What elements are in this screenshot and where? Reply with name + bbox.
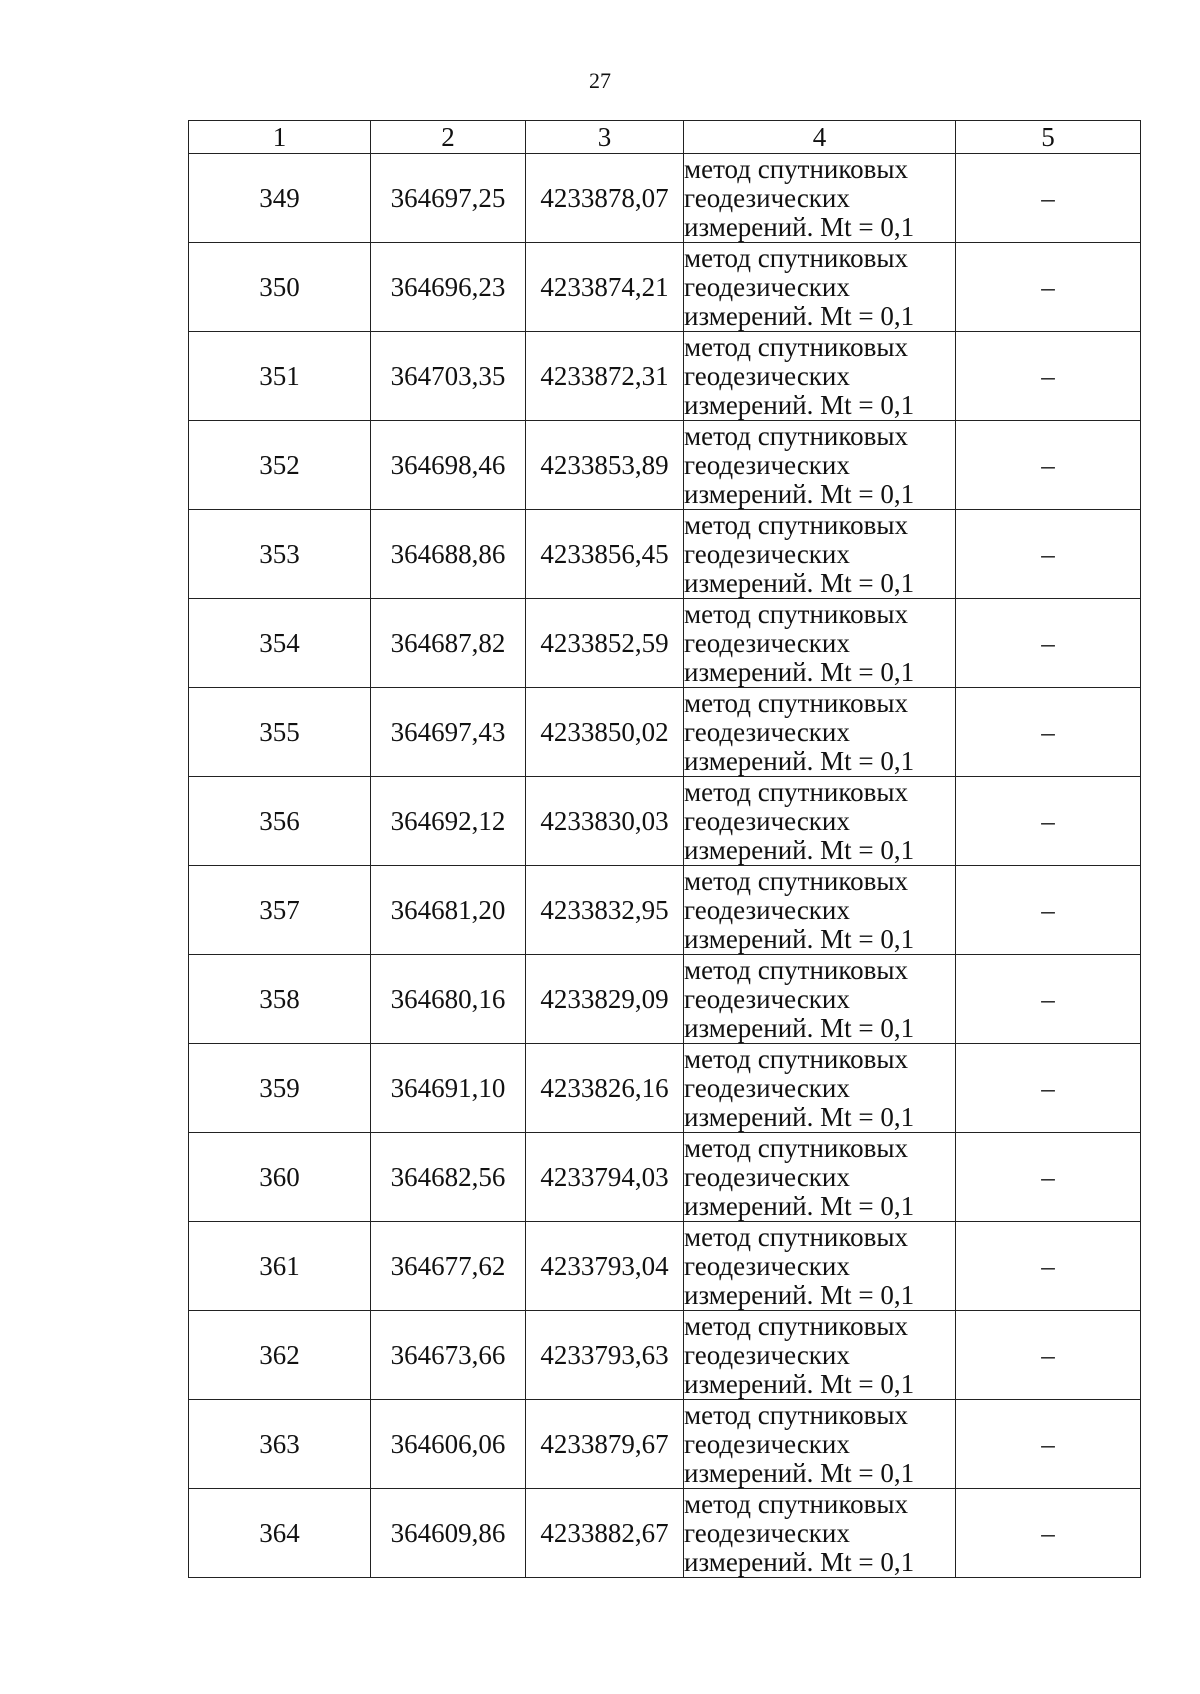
method-line: геодезических (684, 1072, 850, 1103)
method-line: геодезических (684, 983, 850, 1014)
method-line: геодезических (684, 182, 850, 213)
method-line: геодезических (684, 1517, 850, 1548)
column5-cell: – (956, 421, 1141, 510)
point-number-cell: 350 (189, 243, 371, 332)
y-coordinate-cell: 4233856,45 (526, 510, 684, 599)
method-line: метод спутниковых (684, 1310, 908, 1341)
method-line: измерений. Mt = 0,1 (684, 300, 915, 331)
method-line: метод спутниковых (684, 687, 908, 718)
column5-cell: – (956, 1133, 1141, 1222)
point-number-cell: 354 (189, 599, 371, 688)
point-number-cell: 360 (189, 1133, 371, 1222)
method-line: геодезических (684, 538, 850, 569)
method-line: измерений. Mt = 0,1 (684, 1279, 915, 1310)
x-coordinate-cell: 364681,20 (371, 866, 526, 955)
y-coordinate-cell: 4233872,31 (526, 332, 684, 421)
point-number-cell: 353 (189, 510, 371, 599)
x-coordinate-cell: 364680,16 (371, 955, 526, 1044)
table-row (189, 599, 1141, 688)
method-line: метод спутниковых (684, 1221, 908, 1252)
method-line: измерений. Mt = 0,1 (684, 1546, 915, 1577)
method-cell (684, 510, 956, 599)
method-line: измерений. Mt = 0,1 (684, 1190, 915, 1221)
table-row (189, 777, 1141, 866)
method-line: метод спутниковых (684, 1043, 908, 1074)
table-row (189, 332, 1141, 421)
column-header-3: 3 (526, 121, 684, 154)
method-line: геодезических (684, 271, 850, 302)
column5-cell: – (956, 955, 1141, 1044)
column5-cell: – (956, 154, 1141, 243)
x-coordinate-cell: 364696,23 (371, 243, 526, 332)
y-coordinate-cell: 4233874,21 (526, 243, 684, 332)
y-coordinate-cell: 4233832,95 (526, 866, 684, 955)
method-line: геодезических (684, 449, 850, 480)
method-line: геодезических (684, 1428, 850, 1459)
y-coordinate-cell: 4233878,07 (526, 154, 684, 243)
y-coordinate-cell: 4233794,03 (526, 1133, 684, 1222)
method-cell (684, 688, 956, 777)
method-cell (684, 332, 956, 421)
table-row (189, 1400, 1141, 1489)
method-line: геодезических (684, 360, 850, 391)
y-coordinate-cell: 4233793,63 (526, 1311, 684, 1400)
y-coordinate-cell: 4233852,59 (526, 599, 684, 688)
y-coordinate-cell: 4233793,04 (526, 1222, 684, 1311)
column5-cell: – (956, 510, 1141, 599)
table-row (189, 1044, 1141, 1133)
method-cell (684, 243, 956, 332)
column5-cell: – (956, 1222, 1141, 1311)
method-line: геодезических (684, 627, 850, 658)
point-number-cell: 357 (189, 866, 371, 955)
column5-cell: – (956, 332, 1141, 421)
column-header-5: 5 (956, 121, 1141, 154)
method-cell (684, 1044, 956, 1133)
method-line: метод спутниковых (684, 509, 908, 540)
point-number-cell: 349 (189, 154, 371, 243)
table-row (189, 688, 1141, 777)
method-line: геодезических (684, 1250, 850, 1281)
x-coordinate-cell: 364673,66 (371, 1311, 526, 1400)
y-coordinate-cell: 4233879,67 (526, 1400, 684, 1489)
column5-cell: – (956, 777, 1141, 866)
column-header-1: 1 (189, 121, 371, 154)
method-line: измерений. Mt = 0,1 (684, 745, 915, 776)
table-row (189, 955, 1141, 1044)
x-coordinate-cell: 364698,46 (371, 421, 526, 510)
table-row (189, 1133, 1141, 1222)
coordinates-table (188, 120, 1141, 1578)
column-header-4: 4 (684, 121, 956, 154)
column5-cell: – (956, 599, 1141, 688)
page-number: 27 (589, 68, 611, 93)
y-coordinate-cell: 4233830,03 (526, 777, 684, 866)
method-cell (684, 955, 956, 1044)
point-number-cell: 358 (189, 955, 371, 1044)
x-coordinate-cell: 364682,56 (371, 1133, 526, 1222)
method-line: геодезических (684, 894, 850, 925)
y-coordinate-cell: 4233850,02 (526, 688, 684, 777)
method-line: метод спутниковых (684, 242, 908, 273)
method-cell (684, 1400, 956, 1489)
method-line: метод спутниковых (684, 420, 908, 451)
x-coordinate-cell: 364677,62 (371, 1222, 526, 1311)
point-number-cell: 361 (189, 1222, 371, 1311)
method-line: геодезических (684, 805, 850, 836)
table-row (189, 510, 1141, 599)
method-cell (684, 154, 956, 243)
method-line: метод спутниковых (684, 954, 908, 985)
point-number-cell: 355 (189, 688, 371, 777)
method-line: измерений. Mt = 0,1 (684, 1457, 915, 1488)
method-line: измерений. Mt = 0,1 (684, 1012, 915, 1043)
method-line: метод спутниковых (684, 1488, 908, 1519)
y-coordinate-cell: 4233826,16 (526, 1044, 684, 1133)
table-row (189, 243, 1141, 332)
method-line: геодезических (684, 716, 850, 747)
column5-cell: – (956, 688, 1141, 777)
method-cell (684, 1133, 956, 1222)
point-number-cell: 352 (189, 421, 371, 510)
table-row (189, 866, 1141, 955)
y-coordinate-cell: 4233853,89 (526, 421, 684, 510)
method-line: геодезических (684, 1161, 850, 1192)
column5-cell: – (956, 1044, 1141, 1133)
method-cell (684, 1311, 956, 1400)
point-number-cell: 359 (189, 1044, 371, 1133)
method-line: измерений. Mt = 0,1 (684, 1101, 915, 1132)
point-number-cell: 363 (189, 1400, 371, 1489)
x-coordinate-cell: 364687,82 (371, 599, 526, 688)
method-line: метод спутниковых (684, 776, 908, 807)
method-line: метод спутниковых (684, 153, 908, 184)
method-line: геодезических (684, 1339, 850, 1370)
method-line: измерений. Mt = 0,1 (684, 1368, 915, 1399)
x-coordinate-cell: 364697,43 (371, 688, 526, 777)
x-coordinate-cell: 364691,10 (371, 1044, 526, 1133)
method-line: измерений. Mt = 0,1 (684, 567, 915, 598)
column5-cell: – (956, 243, 1141, 332)
x-coordinate-cell: 364606,06 (371, 1400, 526, 1489)
column5-cell: – (956, 1489, 1141, 1578)
y-coordinate-cell: 4233829,09 (526, 955, 684, 1044)
column5-cell: – (956, 1400, 1141, 1489)
method-line: измерений. Mt = 0,1 (684, 478, 915, 509)
point-number-cell: 356 (189, 777, 371, 866)
method-line: метод спутниковых (684, 1132, 908, 1163)
table-row (189, 1222, 1141, 1311)
method-cell (684, 599, 956, 688)
x-coordinate-cell: 364697,25 (371, 154, 526, 243)
table-row (189, 154, 1141, 243)
method-cell (684, 1489, 956, 1578)
method-line: метод спутниковых (684, 1399, 908, 1430)
point-number-cell: 364 (189, 1489, 371, 1578)
method-line: метод спутниковых (684, 865, 908, 896)
method-line: измерений. Mt = 0,1 (684, 656, 915, 687)
method-cell (684, 866, 956, 955)
x-coordinate-cell: 364688,86 (371, 510, 526, 599)
column5-cell: – (956, 866, 1141, 955)
method-line: метод спутниковых (684, 598, 908, 629)
x-coordinate-cell: 364703,35 (371, 332, 526, 421)
point-number-cell: 362 (189, 1311, 371, 1400)
point-number-cell: 351 (189, 332, 371, 421)
column-header-2: 2 (371, 121, 526, 154)
column5-cell: – (956, 1311, 1141, 1400)
x-coordinate-cell: 364692,12 (371, 777, 526, 866)
table-header-row (189, 121, 1141, 154)
x-coordinate-cell: 364609,86 (371, 1489, 526, 1578)
method-cell (684, 1222, 956, 1311)
table-row (189, 1311, 1141, 1400)
method-line: метод спутниковых (684, 331, 908, 362)
table-body (189, 154, 1141, 1578)
method-line: измерений. Mt = 0,1 (684, 389, 915, 420)
method-line: измерений. Mt = 0,1 (684, 211, 915, 242)
table-row (189, 421, 1141, 510)
y-coordinate-cell: 4233882,67 (526, 1489, 684, 1578)
table-row (189, 1489, 1141, 1578)
method-cell (684, 421, 956, 510)
method-cell (684, 777, 956, 866)
method-line: измерений. Mt = 0,1 (684, 923, 915, 954)
method-line: измерений. Mt = 0,1 (684, 834, 915, 865)
